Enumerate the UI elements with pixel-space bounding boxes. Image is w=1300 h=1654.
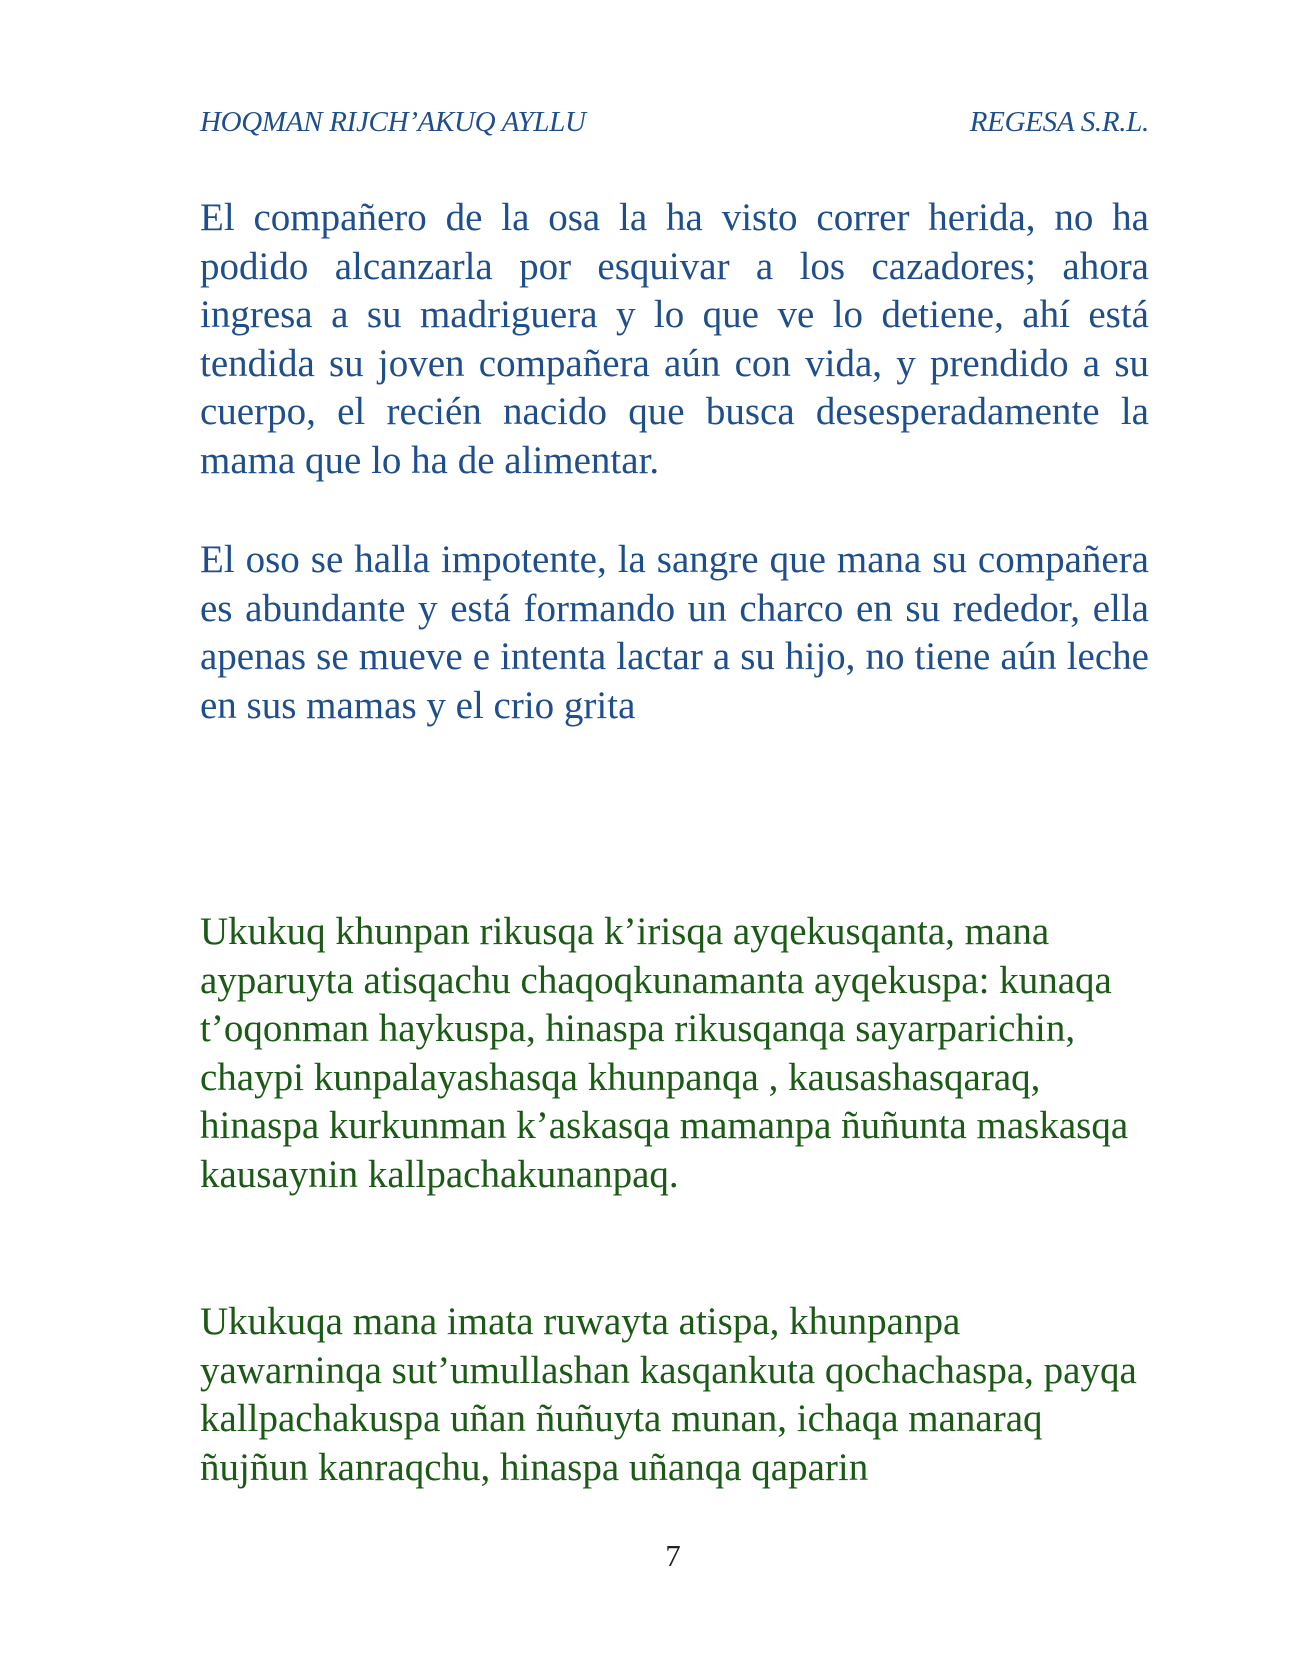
spanish-paragraph-1: El compañero de la osa la ha visto correr herida, no ha podido alcanzarla por esquivar a los cazadores; ahora ingresa a su madriguera y lo que ve lo detiene, ahí está tendida su joven compañera aún con vida, y prendido a su cuerpo, el recién nacido que busca desesperadamente la mama que lo ha de alimentar.: [200, 196, 1149, 482]
publisher-name: REGESA S.R.L.: [969, 106, 1149, 138]
spanish-paragraph-2: El oso se halla impotente, la sangre que mana su compañera es abundante y está formando un charco en su rededor, ella apenas se mueve e intenta lactar a su hijo, no tiene aún leche en sus mamas y el crio grita: [200, 538, 1149, 727]
book-title: HOQMAN RIJCH’AKUQ AYLLU: [200, 106, 586, 138]
quechua-paragraph-2: Ukukuqa mana imata ruwayta atispa, khunpanpa yawarninqa sut’umullashan kasqankuta qochachaspa, payqa kallpachakuspa uñan ñuñuyta munan, ichaqa manaraq ñujñun kanraqchu, hinaspa uñanqa qaparin: [200, 1300, 1137, 1489]
page-number: 7: [665, 1538, 681, 1573]
running-header: [200, 106, 1149, 146]
quechua-paragraph-1: Ukukuq khunpan rikusqa k’irisqa ayqekusqanta, mana ayparuyta atisqachu chaqoqkunamanta ayqekuspa: kunaqa t’oqonman haykuspa, hinaspa rikusqanqa sayarparichin, chaypi kunpalayashasqa khunpanqa , kausashasqaraq, hinaspa kurkunman k’askasqa mamanpa ñuñunta maskasqa kausaynin kallpachakunanpaq.: [200, 910, 1129, 1196]
